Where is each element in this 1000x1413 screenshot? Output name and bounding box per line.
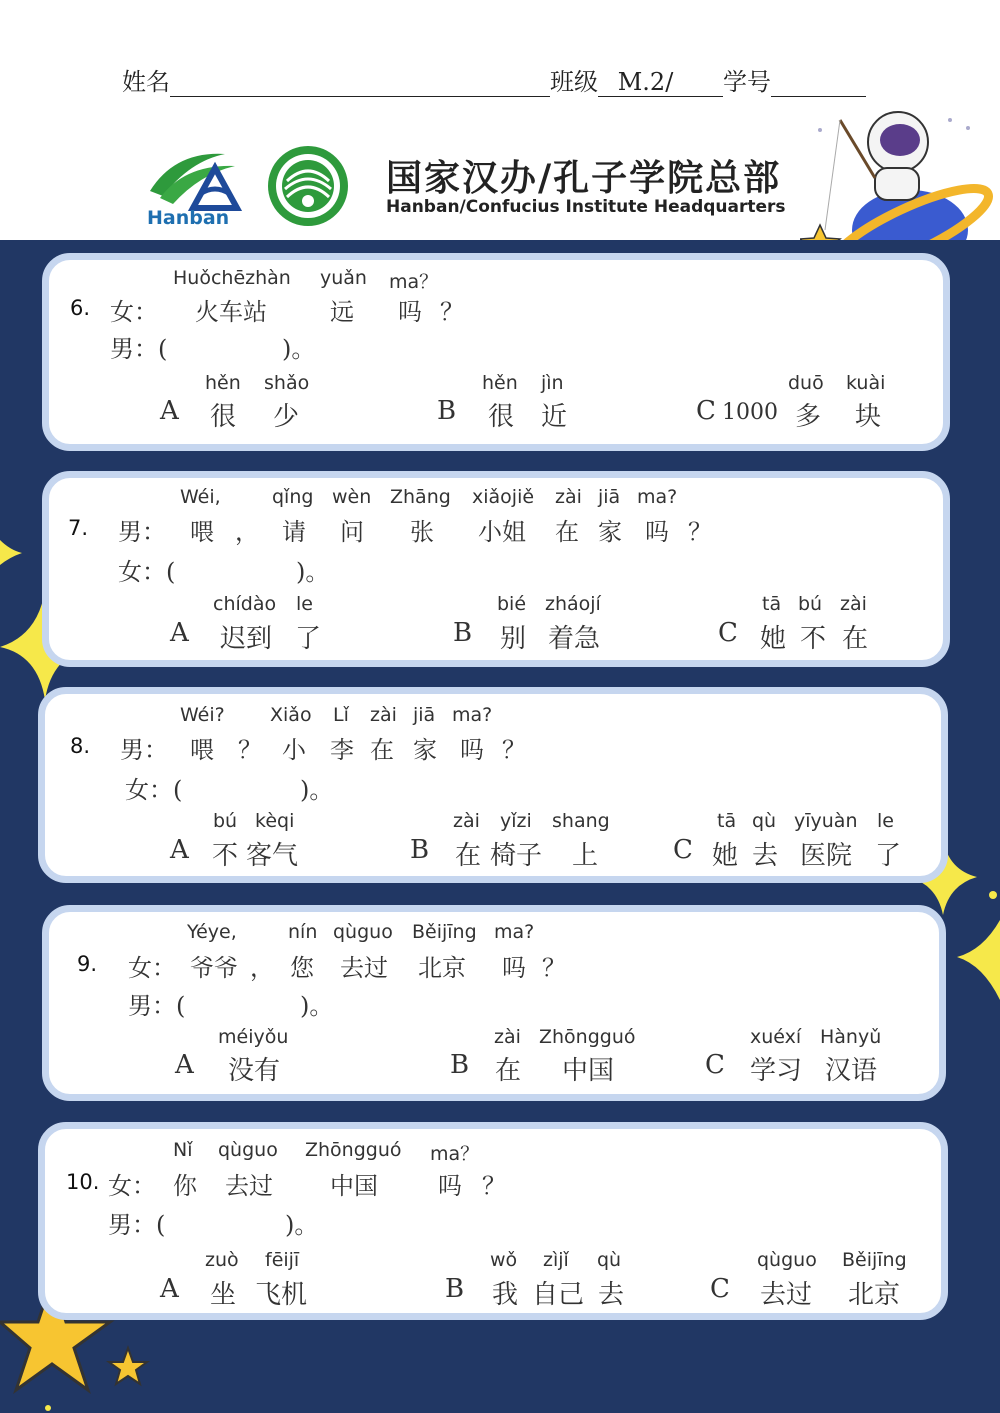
question-number: 10.: [66, 1170, 100, 1194]
class-value: M.2/: [617, 68, 674, 96]
answer-blank[interactable]: [190, 562, 290, 580]
pinyin-word: ma？: [389, 271, 439, 293]
pinyin-word: ma?: [637, 486, 678, 508]
pinyin-word: ma？: [430, 1143, 480, 1165]
option-pinyin: zháojí: [545, 593, 601, 615]
option-word: 北京: [848, 1280, 901, 1310]
class-label: 班级: [550, 68, 598, 96]
name-field[interactable]: [170, 68, 550, 97]
hanban-logo: [145, 146, 250, 228]
answer-bracket-close: )。: [285, 1211, 319, 1239]
option-pinyin: bié: [497, 593, 527, 615]
class-field[interactable]: [598, 68, 693, 97]
speaker-label: 女：: [110, 298, 158, 326]
option-pinyin: shang: [552, 810, 610, 832]
option-word: 了: [295, 624, 322, 654]
option-pinyin: qù: [597, 1249, 622, 1271]
pinyin-word: Zhōngguó: [305, 1139, 402, 1161]
option-pinyin: yǐzi: [500, 810, 532, 832]
confucius-institute-logo: [265, 143, 351, 229]
option-letter[interactable]: A: [175, 1050, 194, 1080]
question-word: 远: [330, 298, 354, 326]
question-word: 家: [413, 736, 437, 764]
option-word: 她: [760, 624, 787, 654]
question-word: 吗: [398, 298, 422, 326]
option-pinyin: duō: [788, 372, 824, 394]
option-letter[interactable]: B: [445, 1274, 465, 1304]
option-pinyin: shǎo: [264, 372, 310, 394]
option-word: 上: [572, 841, 599, 871]
pinyin-word: zài: [370, 704, 397, 726]
option-word: 在: [495, 1056, 522, 1086]
option-word: 着急: [548, 624, 601, 654]
headquarters-chinese-title: 国家汉办/孔子学院总部: [386, 157, 782, 199]
option-letter[interactable]: C: [705, 1050, 725, 1080]
speaker-label: 男：: [120, 736, 168, 764]
pinyin-word: Huǒchēzhàn: [173, 267, 291, 289]
option-word: 很: [210, 402, 237, 432]
option-letter[interactable]: A: [160, 1274, 179, 1304]
option-pinyin: Hànyǔ: [820, 1026, 882, 1048]
speaker-label: 女：: [108, 1172, 156, 1200]
question-word: 去过: [225, 1172, 273, 1200]
answer-blank[interactable]: [178, 1215, 278, 1233]
answer-speaker-label: 女：(: [125, 776, 183, 804]
option-word: 我: [492, 1280, 519, 1310]
option-pinyin: zài: [840, 593, 867, 615]
option-word: 在: [842, 624, 869, 654]
answer-blank[interactable]: [198, 996, 293, 1014]
question-word: 李: [330, 736, 354, 764]
option-word: 坐: [210, 1280, 237, 1310]
pinyin-word: qùguo: [218, 1139, 278, 1161]
option-word: 在: [455, 841, 482, 871]
pinyin-word: Nǐ: [173, 1139, 193, 1161]
pinyin-word: Běijīng: [412, 921, 477, 943]
question-word: ，: [250, 954, 274, 982]
option-pinyin: zài: [494, 1026, 521, 1048]
option-pinyin: le: [877, 810, 894, 832]
headquarters-english-title: Hanban/Confucius Institute Headquarters: [386, 197, 786, 217]
question-number: 6.: [70, 296, 91, 320]
question-number: 8.: [70, 734, 91, 758]
option-pinyin: yīyuàn: [794, 810, 858, 832]
option-letter[interactable]: B: [410, 835, 430, 865]
option-pinyin: tā: [717, 810, 737, 832]
answer-blank[interactable]: [180, 340, 275, 358]
option-word: 少: [273, 402, 300, 432]
answer-speaker-label: 男：(: [108, 1211, 166, 1239]
pinyin-word: Yéye,: [187, 921, 237, 943]
question-number: 9.: [77, 952, 98, 976]
answer-blank[interactable]: [195, 780, 295, 798]
question-word: ？: [688, 518, 712, 546]
answer-bracket-close: )。: [300, 992, 334, 1020]
option-pinyin: bú: [213, 810, 238, 832]
option-word: 客气: [246, 841, 299, 871]
question-word: 吗: [645, 518, 669, 546]
pinyin-word: Zhāng: [390, 486, 451, 508]
class-section-field[interactable]: [693, 68, 723, 97]
option-pinyin: tā: [762, 593, 782, 615]
question-word: 吗: [438, 1172, 462, 1200]
question-word: 请: [282, 518, 306, 546]
pinyin-word: qùguo: [333, 921, 393, 943]
question-word: 小姐: [478, 518, 526, 546]
option-word: 医院: [800, 841, 853, 871]
option-pinyin: chídào: [213, 593, 277, 615]
question-word: 张: [410, 518, 434, 546]
question-word: 小: [282, 736, 306, 764]
option-pinyin: wǒ: [490, 1249, 518, 1271]
option-pinyin: Zhōngguó: [539, 1026, 636, 1048]
question-word: 爷爷: [190, 954, 238, 982]
option-word: 去: [598, 1280, 625, 1310]
answer-bracket-close: )。: [282, 335, 316, 363]
question-number: 7.: [68, 516, 89, 540]
pinyin-word: yuǎn: [320, 267, 367, 289]
option-word: 学习: [750, 1056, 803, 1086]
option-word: 没有: [228, 1056, 281, 1086]
question-word: ？: [482, 1172, 506, 1200]
option-word: 块: [855, 402, 882, 432]
pinyin-word: jiā: [598, 486, 621, 508]
option-word: 她: [712, 841, 739, 871]
option-pinyin: hěn: [482, 372, 518, 394]
question-word: 在: [370, 736, 394, 764]
pinyin-word: xiǎojiě: [472, 486, 535, 508]
option-pinyin: qù: [752, 810, 777, 832]
pinyin-word: qǐng: [272, 486, 314, 508]
option-pinyin: Běijīng: [842, 1249, 907, 1271]
option-pinyin: fēijī: [265, 1249, 300, 1271]
option-word: 多: [795, 402, 822, 432]
question-word: 吗: [460, 736, 484, 764]
option-pinyin: kèqi: [255, 810, 295, 832]
option-word: 椅子: [490, 841, 543, 871]
speaker-label: 男：: [118, 518, 166, 546]
option-pinyin: bú: [798, 593, 823, 615]
pinyin-word: zài: [555, 486, 582, 508]
option-pinyin: méiyǒu: [218, 1026, 289, 1048]
question-word: 问: [340, 518, 364, 546]
option-word: 很: [488, 402, 515, 432]
question-word: ？: [502, 736, 526, 764]
question-word: ，: [235, 518, 259, 546]
pinyin-word: jiā: [413, 704, 436, 726]
student-info-line: [122, 62, 866, 97]
pinyin-word: ma?: [494, 921, 535, 943]
option-pinyin: zài: [453, 810, 480, 832]
option-word: 迟到: [220, 624, 273, 654]
student-no-field[interactable]: [771, 68, 866, 97]
answer-speaker-label: 女：(: [118, 558, 176, 586]
option-pinyin: hěn: [205, 372, 241, 394]
option-pinyin: zuò: [205, 1249, 239, 1271]
option-pinyin: zìjǐ: [543, 1249, 569, 1271]
pinyin-word: Wéi,: [180, 486, 221, 508]
option-word: 不: [800, 624, 827, 654]
option-word: 去: [752, 841, 779, 871]
option-letter[interactable]: B: [453, 618, 473, 648]
hanban-logo-text: Hanban: [147, 207, 230, 228]
option-word: 飞机: [255, 1280, 308, 1310]
option-letter[interactable]: B: [437, 396, 457, 426]
option-letter[interactable]: C: [710, 1274, 730, 1304]
answer-speaker-label: 男：(: [128, 992, 186, 1020]
question-word: 在: [555, 518, 579, 546]
option-pinyin: jìn: [541, 372, 564, 394]
pinyin-word: Xiǎo: [270, 704, 312, 726]
option-letter[interactable]: A: [170, 618, 189, 648]
question-word: ？: [440, 298, 464, 326]
question-word: 去过: [340, 954, 388, 982]
pinyin-word: Lǐ: [333, 704, 349, 726]
name-label: 姓名: [122, 68, 170, 96]
option-letter[interactable]: C: [673, 835, 693, 865]
question-word: 你: [173, 1172, 197, 1200]
option-letter[interactable]: C: [718, 618, 738, 648]
question-word: 您: [290, 954, 314, 982]
option-letter[interactable]: A: [160, 396, 179, 426]
option-word: 汉语: [825, 1056, 878, 1086]
option-word: 不: [212, 841, 239, 871]
answer-speaker-label: 男：(: [110, 335, 168, 363]
option-word: 中国: [562, 1056, 615, 1086]
pinyin-word: Wéi?: [180, 704, 225, 726]
pinyin-word: ma?: [452, 704, 493, 726]
pinyin-word: nín: [288, 921, 318, 943]
option-pinyin: xuéxí: [750, 1026, 802, 1048]
option-letter[interactable]: C: [696, 396, 716, 426]
speaker-label: 女：: [128, 954, 176, 982]
question-word: 火车站: [195, 298, 267, 326]
question-word: 北京: [418, 954, 466, 982]
question-word: 吗: [502, 954, 526, 982]
question-word: ？: [238, 736, 262, 764]
question-word: 中国: [330, 1172, 378, 1200]
option-word: 了: [875, 841, 902, 871]
option-word: 别: [500, 624, 527, 654]
pinyin-word: wèn: [332, 486, 372, 508]
question-word: ？: [542, 954, 566, 982]
option-pinyin: le: [296, 593, 313, 615]
option-letter[interactable]: B: [450, 1050, 470, 1080]
option-word: 去过: [760, 1280, 813, 1310]
answer-bracket-close: )。: [296, 558, 330, 586]
option-word: 近: [541, 402, 568, 432]
option-pinyin: qùguo: [757, 1249, 817, 1271]
option-letter[interactable]: A: [170, 835, 189, 865]
question-word: 喂: [190, 518, 214, 546]
question-word: 喂: [190, 736, 214, 764]
option-word: 自己: [532, 1280, 585, 1310]
option-word: 1000: [722, 400, 778, 425]
option-pinyin: kuài: [846, 372, 886, 394]
answer-bracket-close: )。: [300, 776, 334, 804]
student-no-label: 学号: [723, 68, 771, 96]
question-word: 家: [598, 518, 622, 546]
